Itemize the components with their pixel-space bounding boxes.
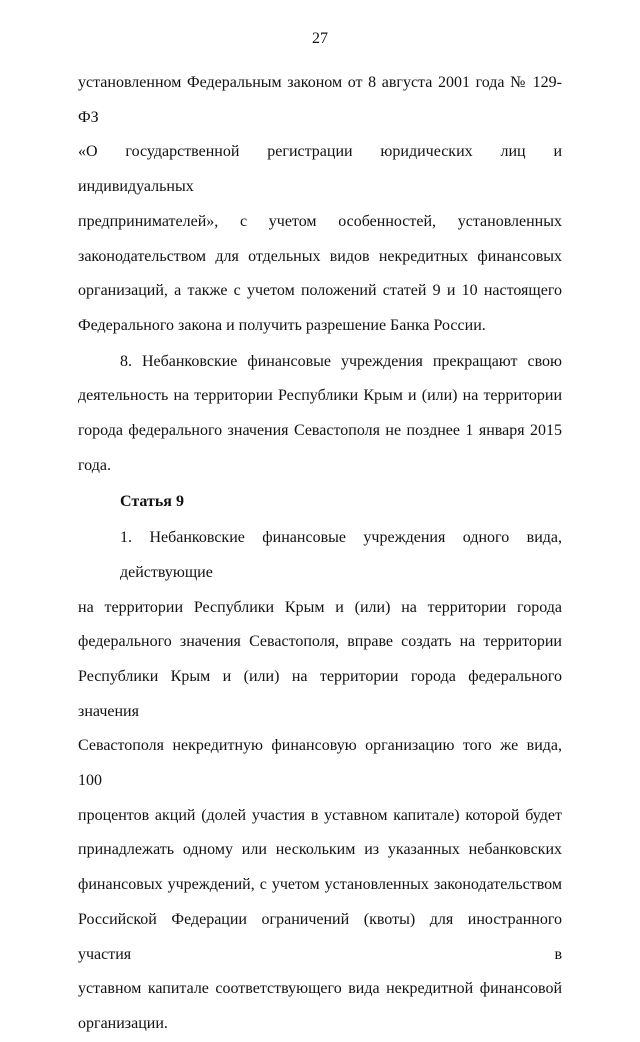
text-line: организаций, а также с учетом положений статей 9 и 10 настоящего bbox=[78, 282, 562, 300]
text-line: Российской Федерации ограничений (квоты) для иностранного участия в bbox=[78, 910, 562, 963]
article-heading: Статья 9 bbox=[120, 493, 184, 511]
text-line: на территории Республики Крым и (или) на территории города bbox=[78, 598, 562, 616]
text-line: города федерального значения Севастополя не позднее 1 января 2015 года. bbox=[78, 422, 562, 474]
document-body bbox=[78, 66, 562, 1042]
text-line: 1. Небанковские финансовые учреждения одного вида, действующие bbox=[120, 529, 562, 581]
text-line: предпринимателей», с учетом особенностей, установленных bbox=[78, 212, 562, 230]
text-line: процентов акций (долей участия в уставном капитале) которой будет bbox=[78, 806, 562, 824]
text-line: федерального значения Севастополя, вправе создать на территории bbox=[78, 633, 562, 651]
text-line: финансовых учреждений, с учетом установленных законодательством bbox=[78, 876, 562, 894]
text-line: 8. Небанковские финансовые учреждения прекращают свою bbox=[120, 352, 562, 370]
paragraph-item-1 bbox=[78, 521, 562, 1042]
text-line: Республики Крым и (или) на территории города федерального значения bbox=[78, 667, 562, 720]
paragraph-item-8 bbox=[78, 345, 562, 484]
text-line: Федерального закона и получить разрешение Банка России. bbox=[78, 316, 486, 334]
text-line: законодательством для отдельных видов некредитных финансовых bbox=[78, 247, 562, 265]
text-line: Севастополя некредитную финансовую организацию того же вида, 100 bbox=[78, 737, 562, 790]
text-line: деятельность на территории Республики Крым и (или) на территории bbox=[78, 387, 562, 405]
text-line: организации. bbox=[78, 1014, 168, 1032]
paragraph-continuation bbox=[78, 66, 562, 344]
page-number: 27 bbox=[312, 30, 328, 47]
text-line: установленном Федеральным законом от 8 августа 2001 года № 129-ФЗ bbox=[78, 74, 562, 126]
text-line: уставном капитале соответствующего вида некредитной финансовой bbox=[78, 980, 562, 998]
text-line: принадлежать одному или нескольким из указанных небанковских bbox=[78, 841, 562, 859]
text-line: «О государственной регистрации юридических лиц и индивидуальных bbox=[78, 143, 562, 196]
